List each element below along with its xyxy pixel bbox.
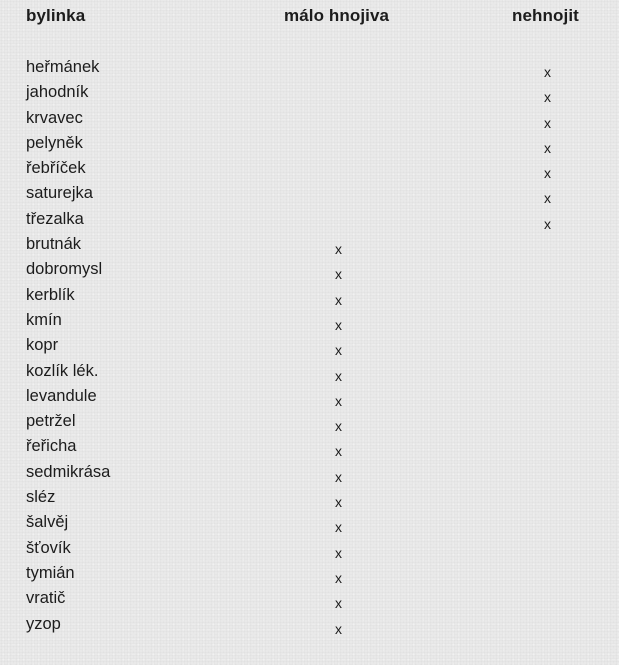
little-fertilizer-mark: x (335, 595, 342, 612)
little-fertilizer-mark: x (335, 241, 342, 258)
herb-name: kopr (26, 336, 59, 355)
herb-name: pelyněk (26, 133, 83, 152)
herb-name: sléz (26, 488, 56, 507)
herb-name: petržel (26, 412, 76, 431)
no-fertilizer-mark: x (544, 89, 551, 106)
little-fertilizer-mark: x (335, 544, 342, 561)
column-header-no-fertilizer: nehnojit (512, 6, 579, 25)
herb-name: tymián (26, 563, 75, 582)
table-row (0, 488, 619, 513)
table-row (0, 539, 619, 564)
no-fertilizer-mark: x (544, 215, 551, 232)
herb-name: heřmánek (26, 58, 100, 76)
table-row (0, 159, 619, 184)
table-row (0, 134, 619, 159)
herb-name: řebříček (26, 159, 86, 178)
herb-name: krvavec (26, 108, 83, 127)
column-header-herb: bylinka (26, 6, 86, 25)
little-fertilizer-mark: x (335, 569, 342, 586)
little-fertilizer-mark: x (335, 266, 342, 283)
table-body (0, 58, 619, 640)
column-header-little-fertilizer: málo hnojiva (284, 6, 390, 25)
little-fertilizer-mark: x (335, 342, 342, 359)
table-row (0, 589, 619, 614)
herb-name: levandule (26, 386, 97, 405)
table-row (0, 412, 619, 437)
little-fertilizer-mark: x (335, 494, 342, 511)
no-fertilizer-mark: x (544, 190, 551, 207)
little-fertilizer-mark: x (335, 392, 342, 409)
table-row (0, 362, 619, 387)
herb-name: šťovík (26, 538, 71, 557)
little-fertilizer-mark: x (335, 291, 342, 308)
herb-name: řeřicha (26, 437, 77, 456)
table-row (0, 463, 619, 488)
herb-name: dobromysl (26, 260, 103, 279)
herb-name: kmín (26, 310, 62, 329)
no-fertilizer-mark: x (544, 139, 551, 156)
little-fertilizer-mark: x (335, 519, 342, 536)
herb-name: šalvěj (26, 513, 69, 532)
little-fertilizer-mark: x (335, 443, 342, 460)
table-row (0, 184, 619, 209)
no-fertilizer-mark: x (544, 64, 551, 80)
herb-name: yzop (26, 614, 61, 633)
table-row (0, 286, 619, 311)
table-row (0, 83, 619, 108)
herb-name: vratič (26, 589, 66, 608)
table-row (0, 437, 619, 462)
no-fertilizer-mark: x (544, 114, 551, 131)
table-row (0, 513, 619, 538)
herb-name: kozlík lék. (26, 361, 99, 380)
table-row (0, 210, 619, 235)
table-row (0, 235, 619, 260)
herb-name: jahodník (26, 83, 89, 102)
herb-name: kerblík (26, 285, 75, 304)
table-row (0, 260, 619, 285)
table-row (0, 615, 619, 640)
table-row (0, 336, 619, 361)
no-fertilizer-mark: x (544, 165, 551, 182)
little-fertilizer-mark: x (335, 418, 342, 435)
herb-name: sedmikrása (26, 462, 111, 481)
little-fertilizer-mark: x (335, 620, 342, 637)
little-fertilizer-mark: x (335, 316, 342, 333)
table-row (0, 311, 619, 336)
herb-name: brutnák (26, 235, 82, 254)
herb-name: třezalka (26, 209, 84, 228)
table-row (0, 109, 619, 134)
little-fertilizer-mark: x (335, 468, 342, 485)
table-row (0, 58, 619, 83)
table-row (0, 387, 619, 412)
table-row (0, 564, 619, 589)
little-fertilizer-mark: x (335, 367, 342, 384)
herb-name: saturejka (26, 184, 93, 203)
